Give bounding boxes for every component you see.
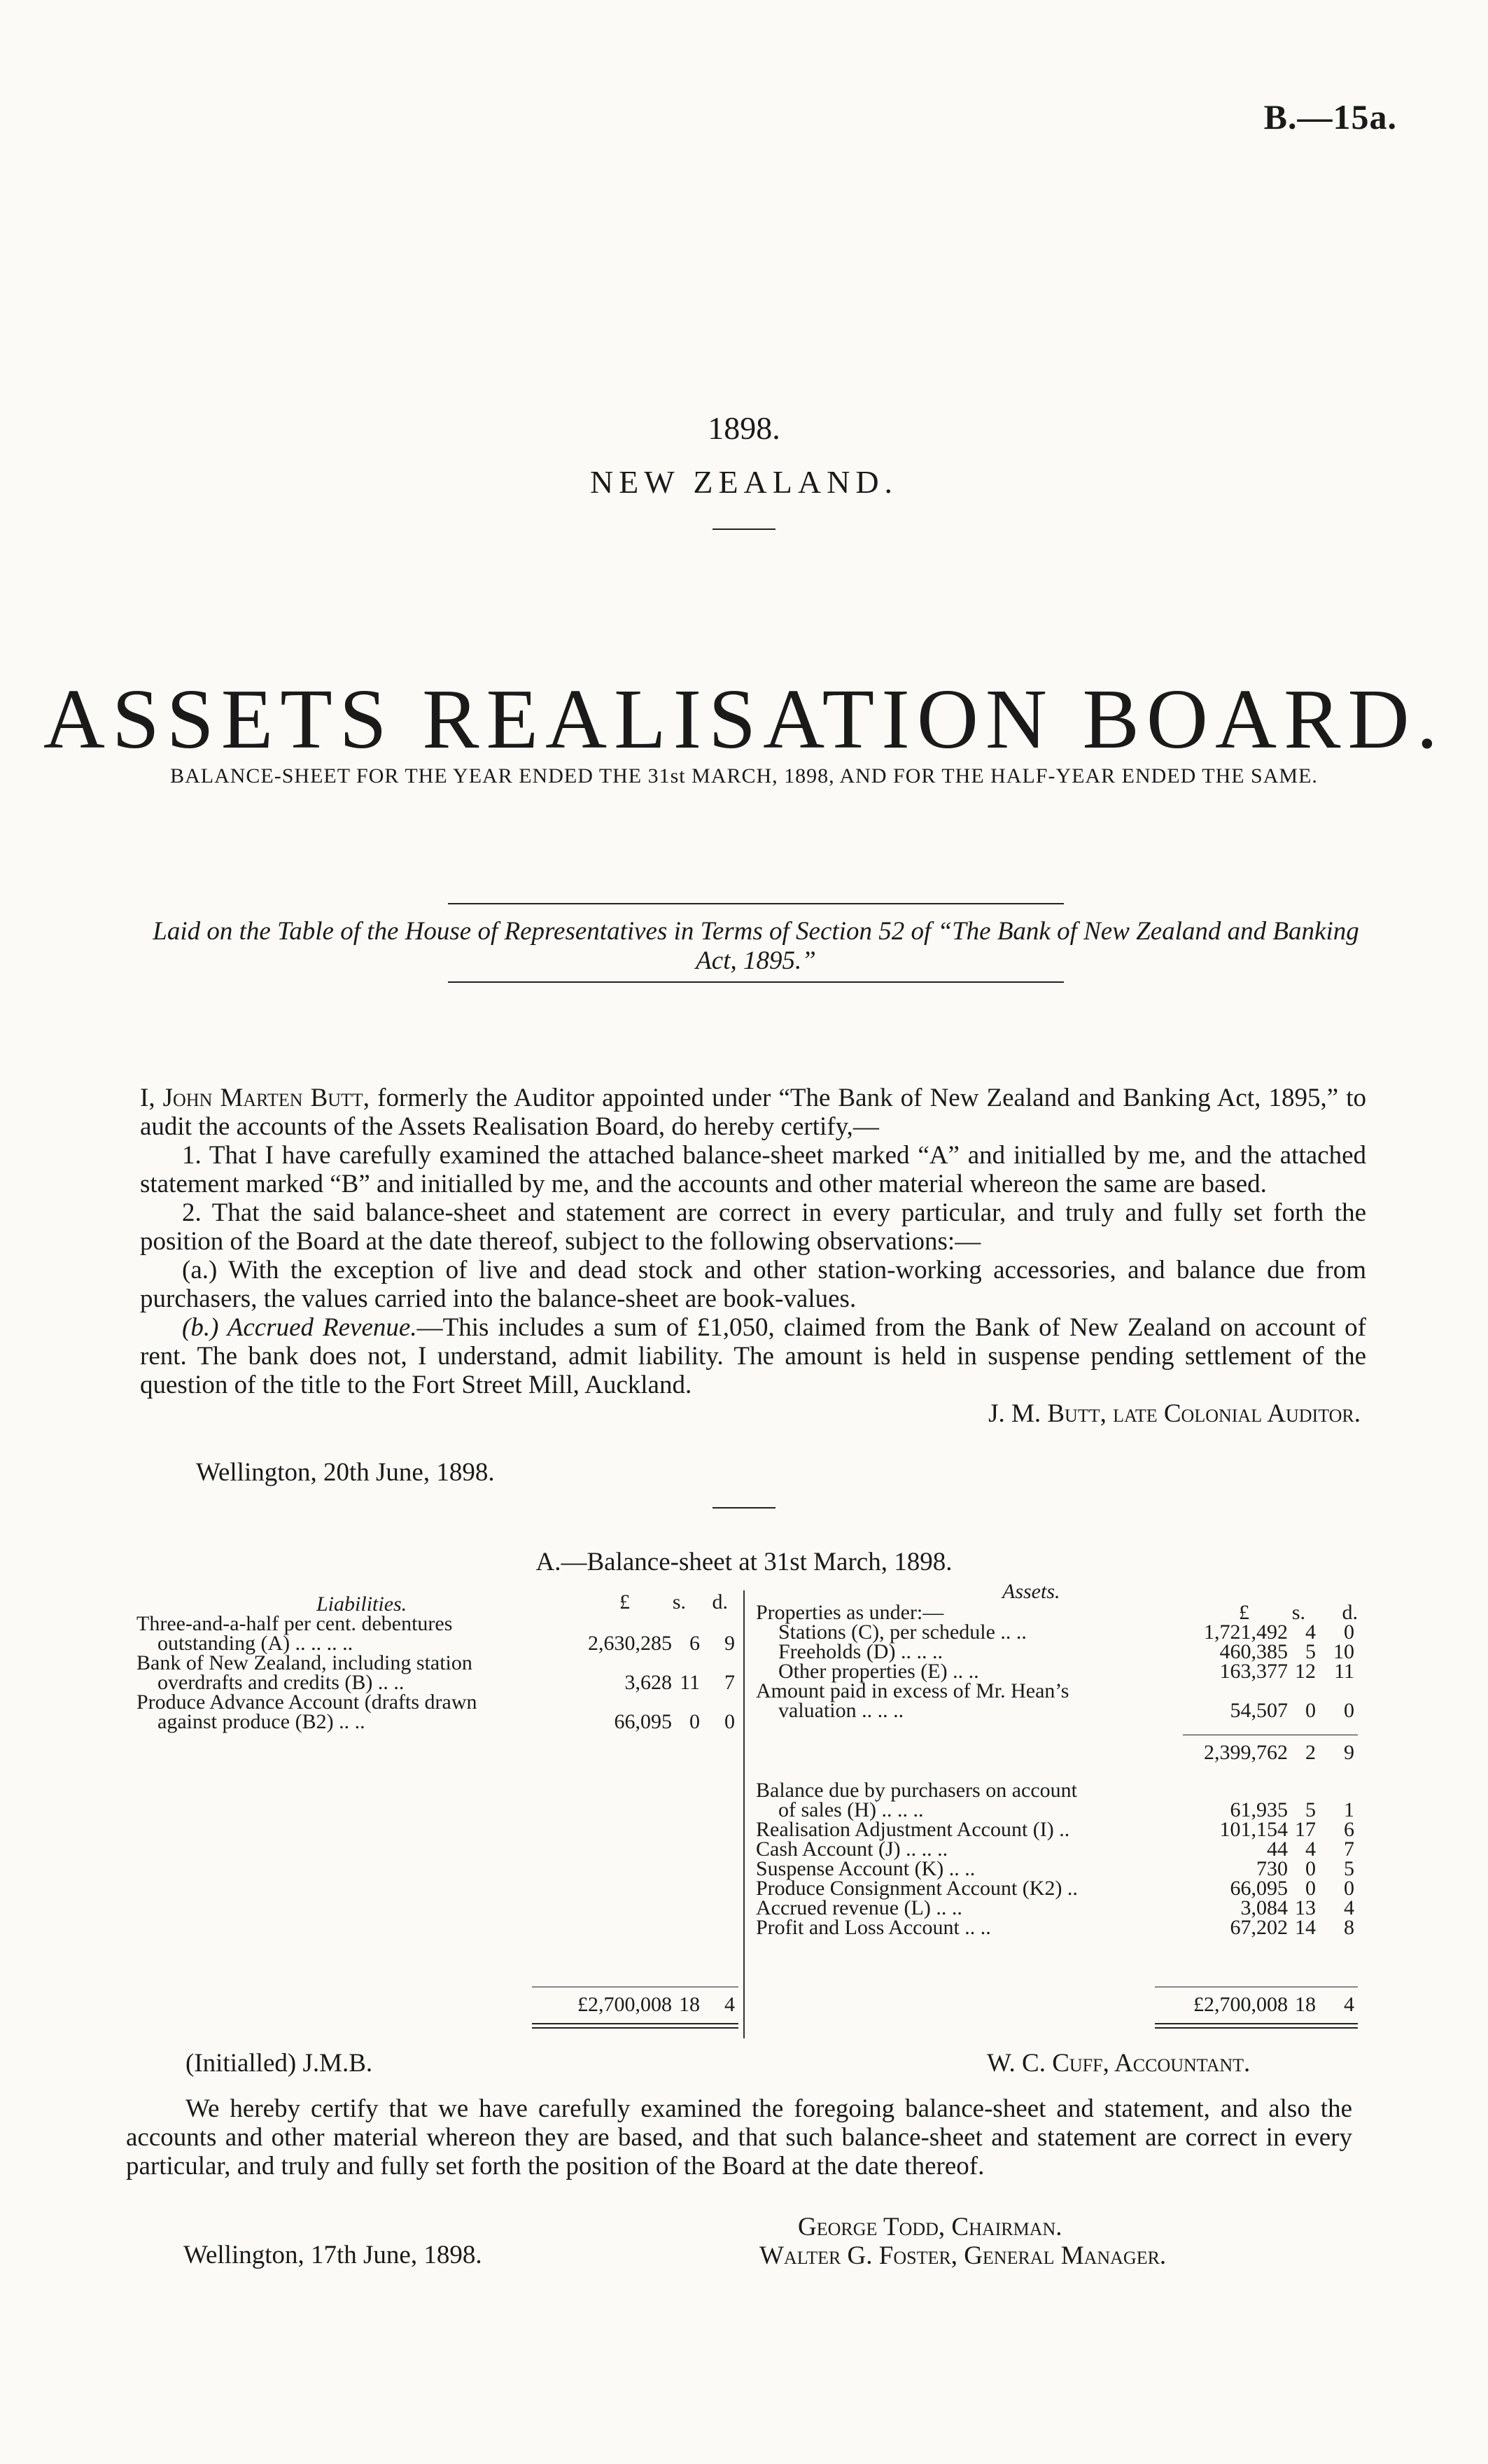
liability-pounds: 66,095: [614, 1710, 672, 1733]
auditor-certificate: [140, 1084, 1366, 1428]
chairman-signature: George Todd, Chairman.: [798, 2213, 1062, 2241]
liability-pounds: 2,630,285: [588, 1632, 672, 1655]
document-country: NEW ZEALAND.: [589, 464, 899, 500]
divider: [713, 528, 775, 530]
asset-pounds: 163,377: [1219, 1660, 1288, 1683]
assets-total-pounds: £2,700,008: [1193, 1993, 1288, 2016]
liability-label: against produce (B2) .. ..: [157, 1710, 365, 1733]
asset-pounds: 67,202: [1230, 1916, 1288, 1939]
board-certificate-text: We hereby certify that we have carefully examined the foregoing balance-sheet and statement, and also the accounts and other material whereon they are based, and that such balance-sheet and statement are correct in every particular, and truly and fully set forth the position of the Board at the date thereof.: [126, 2094, 1352, 2180]
document-title: ASSETS REALISATION BOARD.: [43, 672, 1445, 766]
asset-label: Cash Account (J) .. .. ..: [756, 1837, 948, 1861]
column-divider: [743, 1590, 745, 2038]
asset-pence: 0: [1344, 1699, 1354, 1722]
asset-pounds: 3,084: [1240, 1896, 1288, 1919]
asset-pence: 6: [1344, 1818, 1354, 1841]
asset-shillings: 4: [1305, 1620, 1316, 1644]
liability-label: Bank of New Zealand, including station: [136, 1651, 472, 1674]
document-reference: B.—15a.: [1263, 97, 1397, 136]
asset-shillings: 5: [1305, 1640, 1316, 1663]
liabilities-total-pounds: £2,700,008: [577, 1993, 672, 2016]
document-year: 1898.: [708, 410, 780, 446]
liability-label: Three-and-a-half per cent. debentures: [136, 1612, 453, 1635]
asset-pounds: 730: [1256, 1857, 1288, 1880]
total-double-rule: [1155, 2027, 1358, 2029]
asset-shillings: 5: [1305, 1798, 1316, 1821]
asset-label: valuation .. .. ..: [778, 1699, 904, 1722]
liability-label: Produce Advance Account (drafts drawn: [136, 1690, 477, 1714]
asset-pence: 4: [1344, 1896, 1354, 1919]
accountant-signature: W. C. Cuff, Accountant.: [987, 2049, 1251, 2078]
pounds-header: £: [619, 1590, 630, 1614]
assets-heading: Assets.: [1002, 1580, 1060, 1603]
asset-label: Amount paid in excess of Mr. Hean’s: [756, 1679, 1069, 1702]
asset-label: Produce Consignment Account (K2) ..: [756, 1877, 1078, 1900]
liability-pounds: 3,628: [624, 1671, 672, 1694]
certificate-paragraph-1: 1. That I have carefully examined the attached balance-sheet marked “A” and initialled by me, and the attached statement marked “B” and initialled by me, and the accounts and other material whereon the same are based.: [140, 1141, 1366, 1198]
liabilities-heading: Liabilities.: [316, 1592, 407, 1616]
liabilities-total-shillings: 18: [679, 1993, 700, 2016]
total-double-rule: [532, 2023, 738, 2024]
asset-label: Other properties (E) .. ..: [778, 1660, 979, 1683]
certificate-paragraph-2: 2. That the said balance-sheet and statement are correct in every particular, and truly and fully set forth the position of the Board at the date thereof, subject to the following observations:—: [140, 1198, 1366, 1256]
asset-pounds: 460,385: [1219, 1640, 1288, 1663]
assets-total-shillings: 18: [1295, 1993, 1316, 2016]
asset-shillings: 13: [1295, 1896, 1316, 1919]
pence-header: d.: [1342, 1601, 1358, 1624]
asset-pence: 0: [1344, 1877, 1354, 1900]
asset-label: Accrued revenue (L) .. ..: [756, 1896, 962, 1919]
divider: [713, 1507, 775, 1508]
auditor-signature: J. M. Butt, late Colonial Auditor.: [988, 1399, 1361, 1428]
asset-pounds: 61,935: [1230, 1798, 1288, 1821]
document-subtitle: BALANCE-SHEET FOR THE YEAR ENDED THE 31st MARCH, 1898, AND FOR THE HALF-YEAR ENDED THE SAME.: [170, 764, 1318, 788]
board-place-date: Wellington, 17th June, 1898.: [183, 2241, 482, 2269]
asset-pounds: 1,721,492: [1204, 1620, 1288, 1644]
shillings-header: s.: [672, 1590, 686, 1614]
asset-shillings: 0: [1305, 1699, 1316, 1722]
asset-pounds: 101,154: [1219, 1818, 1288, 1841]
shillings-header: s.: [1291, 1601, 1305, 1624]
balance-sheet-heading: A.—Balance-sheet at 31st March, 1898.: [535, 1548, 953, 1576]
liability-shillings: 0: [689, 1710, 700, 1733]
asset-pence: 5: [1344, 1857, 1354, 1880]
total-double-rule: [532, 2027, 738, 2029]
asset-shillings: 14: [1295, 1916, 1316, 1939]
initialled-note: (Initialled) J.M.B.: [185, 2049, 373, 2078]
liability-pence: 7: [724, 1671, 735, 1694]
board-certificate: [126, 2094, 1352, 2180]
assets-subtotal-pounds: 2,399,762: [1204, 1741, 1288, 1764]
auditor-name: I, John Marten Butt,: [140, 1084, 370, 1112]
asset-pence: 7: [1344, 1837, 1354, 1861]
divider: [448, 981, 1064, 983]
asset-label: Balance due by purchasers on account: [756, 1779, 1077, 1802]
liability-shillings: 6: [689, 1632, 700, 1655]
manager-signature: Walter G. Foster, General Manager.: [759, 2241, 1167, 2270]
asset-pence: 10: [1333, 1640, 1354, 1663]
asset-pence: 1: [1344, 1798, 1354, 1821]
liabilities-total-pence: 4: [724, 1993, 735, 2016]
asset-label: Realisation Adjustment Account (I) ..: [756, 1818, 1070, 1841]
asset-label: Profit and Loss Account .. ..: [756, 1916, 991, 1939]
laid-on-table-note: Laid on the Table of the House of Representatives in Terms of Section 52 of “The Bank of New Zealand and Banking Act, 1895.”: [153, 917, 1359, 975]
total-double-rule: [1155, 2023, 1358, 2024]
asset-pence: 0: [1344, 1620, 1354, 1644]
asset-label: of sales (H) .. .. ..: [778, 1798, 924, 1821]
assets-subtotal-pence: 9: [1344, 1741, 1354, 1764]
pounds-header: £: [1239, 1601, 1249, 1624]
certificate-intro: I, John Marten Butt, formerly the Auditor appointed under “The Bank of New Zealand and Banking Act, 1895,” to audit the accounts of the Assets Realisation Board, do hereby certify,—: [140, 1084, 1367, 1141]
asset-label: Stations (C), per schedule .. ..: [778, 1620, 1027, 1644]
certificate-observation-a: (a.) With the exception of live and dead stock and other station-working accessories, and balance due from purchasers, the values carried into the balance-sheet are book-values.: [140, 1256, 1366, 1313]
certificate-place-date: Wellington, 20th June, 1898.: [196, 1458, 495, 1487]
asset-shillings: 0: [1305, 1877, 1316, 1900]
liability-pence: 0: [724, 1710, 735, 1733]
asset-shillings: 4: [1305, 1837, 1316, 1861]
liability-label: overdrafts and credits (B) .. ..: [157, 1671, 405, 1694]
asset-shillings: 0: [1305, 1857, 1316, 1880]
liability-shillings: 11: [680, 1671, 700, 1694]
certificate-observation-b: (b.) Accrued Revenue.—This includes a sum of £1,050, claimed from the Bank of New Zealand on account of rent. The bank does not, I understand, admit liability. The amount is held in suspense pending settlement of the question of the title to the Fort Street Mill, Auckland.: [140, 1313, 1366, 1399]
asset-label: Freeholds (D) .. .. ..: [778, 1640, 943, 1663]
asset-pounds: 54,507: [1230, 1699, 1288, 1722]
asset-label: Suspense Account (K) .. ..: [756, 1857, 976, 1880]
assets-total-pence: 4: [1344, 1993, 1354, 2016]
asset-pence: 8: [1344, 1916, 1354, 1939]
asset-shillings: 17: [1295, 1818, 1316, 1841]
assets-subtotal-shillings: 2: [1305, 1741, 1316, 1764]
asset-shillings: 12: [1295, 1660, 1316, 1683]
divider: [448, 903, 1064, 904]
asset-pounds: 66,095: [1230, 1877, 1288, 1900]
assets-group-label: Properties as under:—: [756, 1601, 944, 1624]
pence-header: d.: [712, 1590, 728, 1614]
asset-pence: 11: [1334, 1660, 1354, 1683]
liability-pence: 9: [724, 1632, 735, 1655]
liability-label: outstanding (A) .. .. .. ..: [157, 1632, 353, 1655]
asset-pounds: 44: [1267, 1837, 1288, 1861]
